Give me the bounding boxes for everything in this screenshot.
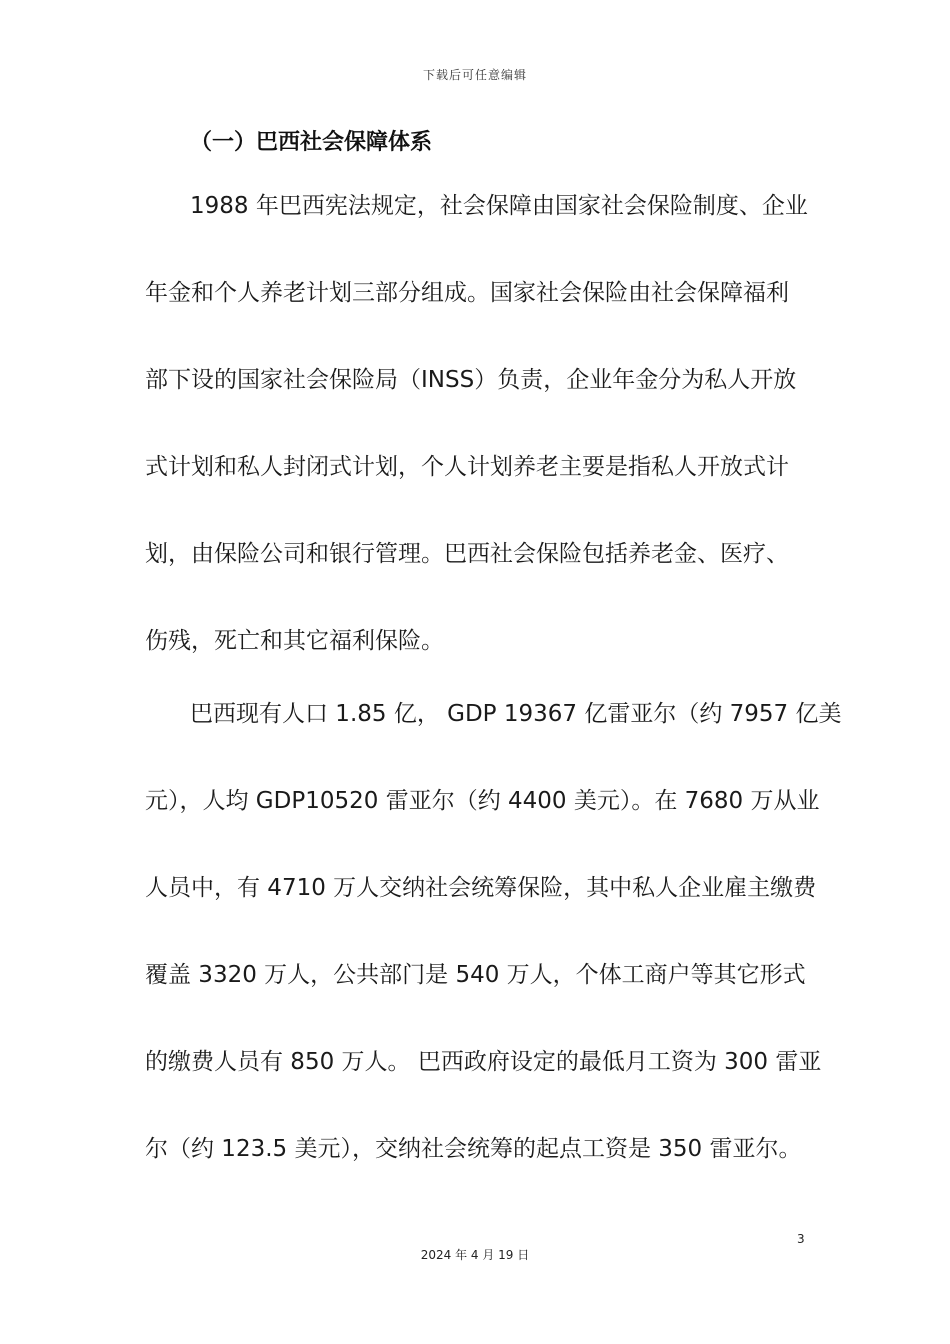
paragraph-line: 划，由保险公司和银行管理。巴西社会保险包括养老金、医疗、 bbox=[145, 541, 789, 567]
paragraph-line: 的缴费人员有 850 万人。 巴西政府设定的最低月工资为 300 雷亚 bbox=[145, 1049, 822, 1075]
paragraph-line: 覆盖 3320 万人，公共部门是 540 万人，个体工商户等其它形式 bbox=[145, 962, 806, 988]
paragraph-line: 年金和个人养老计划三部分组成。国家社会保险由社会保障福利 bbox=[145, 280, 789, 306]
paragraph-line: 元），人均 GDP10520 雷亚尔（约 4400 美元）。在 7680 万从业 bbox=[145, 788, 820, 814]
paragraph-line: 巴西现有人口 1.85 亿， GDP 19367 亿雷亚尔（约 7957 亿美 bbox=[190, 701, 842, 727]
paragraph-line: 部下设的国家社会保险局（INSS）负责，企业年金分为私人开放 bbox=[145, 367, 797, 393]
header-note: 下载后可任意编辑 bbox=[422, 68, 527, 82]
footer-date: 2024 年 4 月 19 日 bbox=[420, 1248, 530, 1262]
paragraph-line: 1988 年巴西宪法规定，社会保障由国家社会保险制度、企业 bbox=[190, 193, 808, 219]
paragraph-line: 伤残，死亡和其它福利保险。 bbox=[145, 628, 444, 654]
paragraph-line: 人员中，有 4710 万人交纳社会统筹保险，其中私人企业雇主缴费 bbox=[145, 875, 817, 901]
paragraph-line: 尔（约 123.5 美元），交纳社会统筹的起点工资是 350 雷亚尔。 bbox=[145, 1136, 802, 1162]
paragraph-line: 式计划和私人封闭式计划，个人计划养老主要是指私人开放式计 bbox=[145, 454, 789, 480]
page-number: 3 bbox=[797, 1232, 805, 1246]
section-heading: （一）巴西社会保障体系 bbox=[190, 130, 433, 155]
